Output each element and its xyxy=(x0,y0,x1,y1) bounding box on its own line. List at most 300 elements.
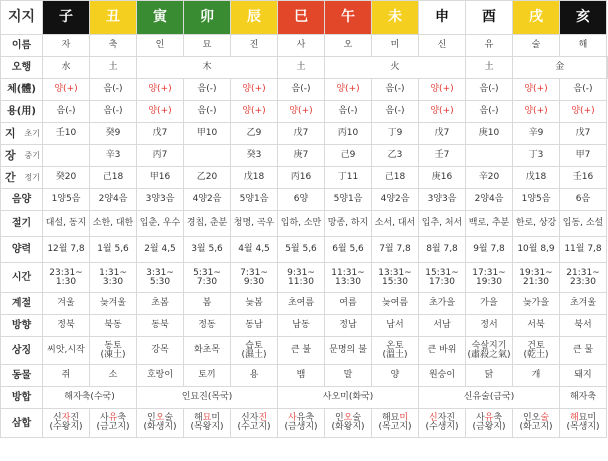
samhap-cell xyxy=(325,409,372,438)
samhap-highlight: 오 xyxy=(155,413,165,423)
banghap-row-cell: 인묘진(목국) xyxy=(137,387,278,409)
gyejeol-row-cell: 가을 xyxy=(466,293,513,315)
sangjing-row-line: (乾土) xyxy=(523,349,549,360)
sigan-row-line: 21:31~ xyxy=(566,267,600,278)
che-row-cell: 양(+) xyxy=(419,79,466,101)
sigan-row-cell xyxy=(513,263,560,293)
jijanggan-cell: 丁3 xyxy=(513,145,560,167)
jijanggan-cell: 庚16 xyxy=(419,167,466,189)
sigan-row-line: 19:30 xyxy=(476,276,502,287)
ohaeng-row-cell: 水 xyxy=(43,57,90,79)
jijanggan-cell: 癸3 xyxy=(231,145,278,167)
samhap-cell xyxy=(90,409,137,438)
gyejeol-row-cell: 여름 xyxy=(325,293,372,315)
ohaeng-row-cell: 火 xyxy=(325,57,466,79)
samhap-cell xyxy=(560,409,607,438)
samhap-highlight: 유 xyxy=(484,413,494,423)
name-row-cell: 자 xyxy=(43,35,90,57)
jijanggan-cell: 己18 xyxy=(372,167,419,189)
sigan-row-line: 15:31~ xyxy=(425,267,459,278)
gyejeol-row-cell: 초겨울 xyxy=(560,293,607,315)
che-row-cell: 양(+) xyxy=(137,79,184,101)
sangjing-row-cell xyxy=(419,337,466,365)
banghyang-row-cell: 북서 xyxy=(560,315,607,337)
jijanggan-sub-label: 초기 xyxy=(24,129,40,138)
branch-cell: 酉 xyxy=(466,1,513,35)
yangryeok-row-cell: 1월 5,6 xyxy=(90,237,137,263)
dongmul-row-cell: 소 xyxy=(90,365,137,387)
ohaeng-row-cell: 土 xyxy=(278,57,325,79)
name-row xyxy=(1,35,608,57)
jijanggan-sub-label: 정기 xyxy=(24,173,40,182)
eumyang-row-cell: 6양 xyxy=(278,189,325,211)
eumyang-row-cell: 4양2음 xyxy=(372,189,419,211)
gyejeol-row-cell: 늦겨울 xyxy=(90,293,137,315)
sigan-row-line: 23:31~ xyxy=(49,267,83,278)
sangjing-row-cell xyxy=(231,337,278,365)
dongmul-row-cell: 토끼 xyxy=(184,365,231,387)
che-row-cell: 음(-) xyxy=(90,79,137,101)
jijanggan-cell: 戊18 xyxy=(513,167,560,189)
name-row-cell: 사 xyxy=(278,35,325,57)
samhap-sub: (금고지) xyxy=(96,422,130,432)
dongmul-row-cell: 말 xyxy=(325,365,372,387)
name-row-cell: 인 xyxy=(137,35,184,57)
sangjing-row-line: 습토 xyxy=(245,340,263,351)
samhap-highlight: 신 xyxy=(428,413,438,423)
branch-cell: 午 xyxy=(325,1,372,35)
name-row-cell: 묘 xyxy=(184,35,231,57)
banghap-row-cell: 신유술(금국) xyxy=(419,387,560,409)
sangjing-row-line: 큰 바위 xyxy=(427,345,457,355)
samhap-post: 축 xyxy=(493,413,503,423)
jijanggan-cell: 乙3 xyxy=(372,145,419,167)
branch-cell: 亥 xyxy=(560,1,607,35)
samhap-pre: 신자 xyxy=(240,413,259,423)
jijanggan-cell: 甲16 xyxy=(137,167,184,189)
jijanggan-cell: 辛9 xyxy=(513,123,560,145)
header-row xyxy=(1,1,608,35)
jijanggan-cell: 戊7 xyxy=(137,123,184,145)
yong-row-cell: 양(+) xyxy=(278,101,325,123)
samhap-pre: 해 xyxy=(193,413,203,423)
samhap-cell xyxy=(43,409,90,438)
branch-cell: 卯 xyxy=(184,1,231,35)
jijanggan-label-cell xyxy=(1,145,43,167)
jijanggan-row xyxy=(1,123,608,145)
yangryeok-row-cell: 4월 4,5 xyxy=(231,237,278,263)
jijanggan-cell: 戊7 xyxy=(560,123,607,145)
sangjing-row-line: 큰 물 xyxy=(572,345,594,355)
gyejeol-row-cell: 겨울 xyxy=(43,293,90,315)
name-row-cell: 술 xyxy=(513,35,560,57)
gyejeol-row-cell: 늦봄 xyxy=(231,293,278,315)
eumyang-row-cell: 1양5음 xyxy=(43,189,90,211)
samhap-post: 진 xyxy=(70,413,80,423)
samhap-highlight: 술 xyxy=(540,413,550,423)
jeolgi-row-cell: 대설, 동지 xyxy=(43,211,90,237)
sangjing-row-label: 상징 xyxy=(1,337,43,365)
banghap-row-cell: 사오미(화국) xyxy=(278,387,419,409)
yong-row-cell: 양(+) xyxy=(513,101,560,123)
sigan-row-line: 13:30 xyxy=(335,276,361,287)
samhap-pre: 신 xyxy=(52,413,62,423)
samhap-highlight: 자 xyxy=(61,413,71,423)
yong-row-cell: 음(-) xyxy=(43,101,90,123)
gyejeol-row-cell: 늦가을 xyxy=(513,293,560,315)
ohaeng-row-label: 오행 xyxy=(1,57,43,79)
name-row-cell: 진 xyxy=(231,35,278,57)
sigan-row-line: 23:30 xyxy=(570,276,596,287)
sangjing-row-cell xyxy=(325,337,372,365)
banghap-row-cell: 해자축 xyxy=(560,387,607,409)
yong-row-cell: 양(+) xyxy=(560,101,607,123)
dongmul-row-cell: 원숭이 xyxy=(419,365,466,387)
samhap-post: 술 xyxy=(164,413,174,423)
sigan-row-line: 13:31~ xyxy=(378,267,412,278)
jijanggan-cell: 癸9 xyxy=(90,123,137,145)
samhap-highlight: 진 xyxy=(258,413,268,423)
sangjing-row-cell xyxy=(278,337,325,365)
samhap-cell xyxy=(372,409,419,438)
jeolgi-row-cell: 입하, 소만 xyxy=(278,211,325,237)
samhap-sub: (수생지) xyxy=(425,422,459,432)
sigan-row-line: 21:30 xyxy=(523,276,549,287)
gyejeol-row-cell: 봄 xyxy=(184,293,231,315)
samhap-sub: (금왕지) xyxy=(472,422,506,432)
samhap-highlight: 묘 xyxy=(202,413,212,423)
ohaeng-row-cell: 金 xyxy=(513,57,607,79)
yangryeok-row-cell: 11월 7,8 xyxy=(560,237,607,263)
gyejeol-row-cell: 초가을 xyxy=(419,293,466,315)
gyejeol-row-cell: 초봄 xyxy=(137,293,184,315)
yong-row-cell: 양(+) xyxy=(231,101,278,123)
jijanggan-cell: 戊18 xyxy=(231,167,278,189)
gyejeol-row-cell: 늦여름 xyxy=(372,293,419,315)
sangjing-row-line: 씨앗,시작 xyxy=(47,345,85,355)
jeolgi-row-cell: 입추, 처서 xyxy=(419,211,466,237)
jeolgi-row-cell: 입동, 소설 xyxy=(560,211,607,237)
jeolgi-row-cell: 백로, 추분 xyxy=(466,211,513,237)
gyejeol-row-label: 계절 xyxy=(1,293,43,315)
sangjing-row-line: 화초목 xyxy=(193,345,221,355)
sangjing-row-cell xyxy=(137,337,184,365)
jijanggan-label-cell xyxy=(1,123,43,145)
banghyang-row xyxy=(1,315,608,337)
samhap-sub: (목생지) xyxy=(566,422,600,432)
sigan-row-line: 17:30 xyxy=(429,276,455,287)
sangjing-row-line: 강목 xyxy=(151,345,169,355)
samhap-sub: (금생지) xyxy=(284,422,318,432)
jijanggan-label-char: 지 xyxy=(5,127,16,140)
jijanggan-cell: 庚7 xyxy=(278,145,325,167)
name-row-cell: 미 xyxy=(372,35,419,57)
jijanggan-cell: 己18 xyxy=(90,167,137,189)
yangryeok-row-cell: 9월 7,8 xyxy=(466,237,513,263)
jijanggan-cell: 甲10 xyxy=(184,123,231,145)
yangryeok-row-cell: 10월 8,9 xyxy=(513,237,560,263)
sigan-row-line: 1:30 xyxy=(55,276,77,287)
sigan-row-line: 7:31~ xyxy=(240,267,268,278)
dongmul-row-cell: 호랑이 xyxy=(137,365,184,387)
eumyang-row-cell: 1양5음 xyxy=(513,189,560,211)
samhap-cell xyxy=(419,409,466,438)
banghyang-row-cell: 서북 xyxy=(513,315,560,337)
banghap-row-cell: 해자축(수국) xyxy=(43,387,137,409)
sigan-row xyxy=(1,263,608,293)
che-row-cell: 양(+) xyxy=(43,79,90,101)
dongmul-row-cell: 닭 xyxy=(466,365,513,387)
sigan-row-line: 17:31~ xyxy=(472,267,506,278)
sangjing-row-line: 온토 xyxy=(386,340,404,351)
samhap-cell xyxy=(466,409,513,438)
sangjing-row-cell xyxy=(184,337,231,365)
banghyang-row-cell: 동북 xyxy=(137,315,184,337)
yong-row-cell: 양(+) xyxy=(137,101,184,123)
banghyang-row-cell: 서남 xyxy=(419,315,466,337)
samhap-sub: (수왕지) xyxy=(49,422,83,432)
eumyang-row-cell: 2양4음 xyxy=(90,189,137,211)
jijanggan-sub-label: 중기 xyxy=(24,151,40,160)
jeolgi-row xyxy=(1,211,608,237)
jijanggan-cell xyxy=(43,145,90,167)
jeolgi-row-cell: 소한, 대한 xyxy=(90,211,137,237)
banghyang-row-cell: 북동 xyxy=(90,315,137,337)
sangjing-row-line: (溫土) xyxy=(382,349,408,360)
branch-cell: 申 xyxy=(419,1,466,35)
ohaeng-row-cell: 木 xyxy=(137,57,278,79)
gyejeol-row-cell: 초여름 xyxy=(278,293,325,315)
sigan-row-line: 7:30 xyxy=(196,276,218,287)
sigan-row-line: 19:31~ xyxy=(519,267,553,278)
banghyang-row-cell: 동남 xyxy=(231,315,278,337)
che-row-cell: 양(+) xyxy=(513,79,560,101)
samhap-post: 유축 xyxy=(296,413,315,423)
samhap-highlight: 오 xyxy=(343,413,353,423)
jijanggan-cell: 甲7 xyxy=(560,145,607,167)
jijanggan-cell: 丙7 xyxy=(137,145,184,167)
che-row xyxy=(1,79,608,101)
samhap-cell xyxy=(278,409,325,438)
jijanggan-cell: 丁9 xyxy=(372,123,419,145)
samhap-post: 자진 xyxy=(437,413,456,423)
yong-row xyxy=(1,101,608,123)
banghyang-row-cell: 남동 xyxy=(278,315,325,337)
sigan-row-cell xyxy=(325,263,372,293)
jijanggan-cell: 辛20 xyxy=(466,167,513,189)
jijanggan-row xyxy=(1,145,608,167)
name-row-label: 이름 xyxy=(1,35,43,57)
sangjing-row-cell xyxy=(466,337,513,365)
branch-cell: 未 xyxy=(372,1,419,35)
samhap-highlight: 유 xyxy=(108,413,118,423)
sigan-row-line: 1:31~ xyxy=(99,267,127,278)
samhap-post: 묘미 xyxy=(578,413,597,423)
samhap-sub: (목고지) xyxy=(378,422,412,432)
sangjing-row-cell xyxy=(560,337,607,365)
samhap-post: 술 xyxy=(352,413,362,423)
sigan-row-line: 11:30 xyxy=(288,276,314,287)
dongmul-row xyxy=(1,365,608,387)
sigan-row-cell xyxy=(90,263,137,293)
samhap-cell xyxy=(513,409,560,438)
sangjing-row-line: (凍土) xyxy=(100,349,126,360)
jeolgi-row-cell: 망종, 하지 xyxy=(325,211,372,237)
sigan-row-line: 5:31~ xyxy=(193,267,221,278)
jijanggan-row xyxy=(1,167,608,189)
eumyang-row-cell: 3양3음 xyxy=(137,189,184,211)
yangryeok-row-cell: 3월 5,6 xyxy=(184,237,231,263)
ohaeng-row-cell: 土 xyxy=(90,57,137,79)
yong-row-cell: 음(-) xyxy=(372,101,419,123)
sigan-row-cell xyxy=(278,263,325,293)
yong-row-cell: 음(-) xyxy=(184,101,231,123)
banghyang-row-cell: 정서 xyxy=(466,315,513,337)
samhap-pre: 사 xyxy=(475,413,485,423)
banghap-row xyxy=(1,387,608,409)
samhap-cell xyxy=(231,409,278,438)
samhap-row-label: 삼합 xyxy=(1,409,43,438)
sigan-row-line: 3:31~ xyxy=(146,267,174,278)
jijanggan-cell: 乙20 xyxy=(184,167,231,189)
name-row-cell: 해 xyxy=(560,35,607,57)
che-row-cell: 양(+) xyxy=(325,79,372,101)
eumyang-row-cell: 5양1음 xyxy=(231,189,278,211)
eumyang-row-cell: 4양2음 xyxy=(184,189,231,211)
banghyang-row-cell: 정남 xyxy=(325,315,372,337)
che-row-label: 체(體) xyxy=(1,79,43,101)
sigan-row-line: 5:30 xyxy=(149,276,171,287)
che-row-cell: 양(+) xyxy=(231,79,278,101)
dongmul-row-label: 동물 xyxy=(1,365,43,387)
sigan-row-line: 3:30 xyxy=(102,276,124,287)
branch-cell: 寅 xyxy=(137,1,184,35)
yangryeok-row-cell: 5월 5,6 xyxy=(278,237,325,263)
samhap-post: 미 xyxy=(211,413,221,423)
samhap-sub: (화고지) xyxy=(519,422,553,432)
samhap-pre: 해묘 xyxy=(381,413,400,423)
samhap-sub: (화왕지) xyxy=(331,422,365,432)
sigan-row-label: 시간 xyxy=(1,263,43,293)
yong-row-cell: 음(-) xyxy=(466,101,513,123)
jeolgi-row-cell: 경칩, 춘분 xyxy=(184,211,231,237)
samhap-highlight: 미 xyxy=(399,413,409,423)
jijanggan-cell: 丙16 xyxy=(278,167,325,189)
samhap-cell xyxy=(184,409,231,438)
gyejeol-row xyxy=(1,293,608,315)
jijanggan-cell: 辛3 xyxy=(90,145,137,167)
branch-cell: 丑 xyxy=(90,1,137,35)
dongmul-row-cell: 양 xyxy=(372,365,419,387)
jijanggan-cell: 庚10 xyxy=(466,123,513,145)
yong-row-label: 용(用) xyxy=(1,101,43,123)
samhap-pre: 인오 xyxy=(522,413,541,423)
eumyang-row-cell: 6음 xyxy=(560,189,607,211)
jijanggan-label-char: 간 xyxy=(5,171,16,184)
name-row-cell: 신 xyxy=(419,35,466,57)
eumyang-row-label: 음양 xyxy=(1,189,43,211)
sigan-row-line: 9:31~ xyxy=(287,267,315,278)
jijanggan-cell: 乙9 xyxy=(231,123,278,145)
yangryeok-row-cell: 7월 7,8 xyxy=(372,237,419,263)
che-row-cell: 음(-) xyxy=(184,79,231,101)
header-label: 지지 xyxy=(1,1,43,35)
samhap-post: 축 xyxy=(117,413,127,423)
samhap-highlight: 사 xyxy=(287,413,297,423)
jeolgi-row-cell: 입춘, 우수 xyxy=(137,211,184,237)
name-row-cell: 유 xyxy=(466,35,513,57)
sangjing-row-line: 문명의 불 xyxy=(329,345,367,355)
yangryeok-row-cell: 6월 5,6 xyxy=(325,237,372,263)
eumyang-row-cell: 5양1음 xyxy=(325,189,372,211)
sigan-row-cell xyxy=(137,263,184,293)
sigan-row-line: 9:30 xyxy=(243,276,265,287)
jijanggan-cell: 戊7 xyxy=(278,123,325,145)
banghyang-row-cell: 남서 xyxy=(372,315,419,337)
samhap-sub: (목왕지) xyxy=(190,422,224,432)
yangryeok-row-label: 양력 xyxy=(1,237,43,263)
ohaeng-row xyxy=(1,57,608,79)
sangjing-row-line: (濕土) xyxy=(241,349,267,360)
sigan-row-cell xyxy=(43,263,90,293)
sangjing-row-cell xyxy=(372,337,419,365)
ohaeng-row-cell: 土 xyxy=(466,57,513,79)
dongmul-row-cell: 개 xyxy=(513,365,560,387)
sigan-row-cell xyxy=(466,263,513,293)
jijanggan-cell: 壬16 xyxy=(560,167,607,189)
jijanggan-cell: 癸20 xyxy=(43,167,90,189)
jijanggan-label-cell xyxy=(1,167,43,189)
jeolgi-row-cell: 청명, 곡우 xyxy=(231,211,278,237)
che-row-cell: 음(-) xyxy=(560,79,607,101)
dongmul-row-cell: 쥐 xyxy=(43,365,90,387)
samhap-pre: 사 xyxy=(99,413,109,423)
banghyang-row-label: 방향 xyxy=(1,315,43,337)
samhap-row xyxy=(1,409,608,438)
samhap-cell xyxy=(137,409,184,438)
yong-row-cell: 음(-) xyxy=(325,101,372,123)
dongmul-row-cell: 돼지 xyxy=(560,365,607,387)
banghyang-row-cell: 정북 xyxy=(43,315,90,337)
sangjing-row-line: 동토 xyxy=(104,340,122,351)
jijanggan-cell xyxy=(466,145,513,167)
jijanggan-cell: 壬10 xyxy=(43,123,90,145)
che-row-cell: 음(-) xyxy=(372,79,419,101)
sigan-row-cell xyxy=(560,263,607,293)
yangryeok-row xyxy=(1,237,608,263)
jijanggan-cell xyxy=(184,145,231,167)
sangjing-row-line: 숙살지기 xyxy=(471,340,507,351)
branch-cell: 巳 xyxy=(278,1,325,35)
jeolgi-row-cell: 한로, 상강 xyxy=(513,211,560,237)
eumyang-row-cell: 2양4음 xyxy=(466,189,513,211)
samhap-pre: 인 xyxy=(334,413,344,423)
name-row-cell: 오 xyxy=(325,35,372,57)
jijanggan-cell: 戊7 xyxy=(419,123,466,145)
jijanggan-cell: 己9 xyxy=(325,145,372,167)
sangjing-row xyxy=(1,337,608,365)
sigan-row-cell xyxy=(231,263,278,293)
yong-row-cell: 양(+) xyxy=(419,101,466,123)
banghap-row-label: 방합 xyxy=(1,387,43,409)
jijanggan-cell: 丙10 xyxy=(325,123,372,145)
yangryeok-row-cell: 12월 7,8 xyxy=(43,237,90,263)
jijanggan-cell: 壬7 xyxy=(419,145,466,167)
name-row-cell: 축 xyxy=(90,35,137,57)
sangjing-row-cell xyxy=(90,337,137,365)
banghyang-row-cell: 정동 xyxy=(184,315,231,337)
samhap-highlight: 해 xyxy=(569,413,579,423)
